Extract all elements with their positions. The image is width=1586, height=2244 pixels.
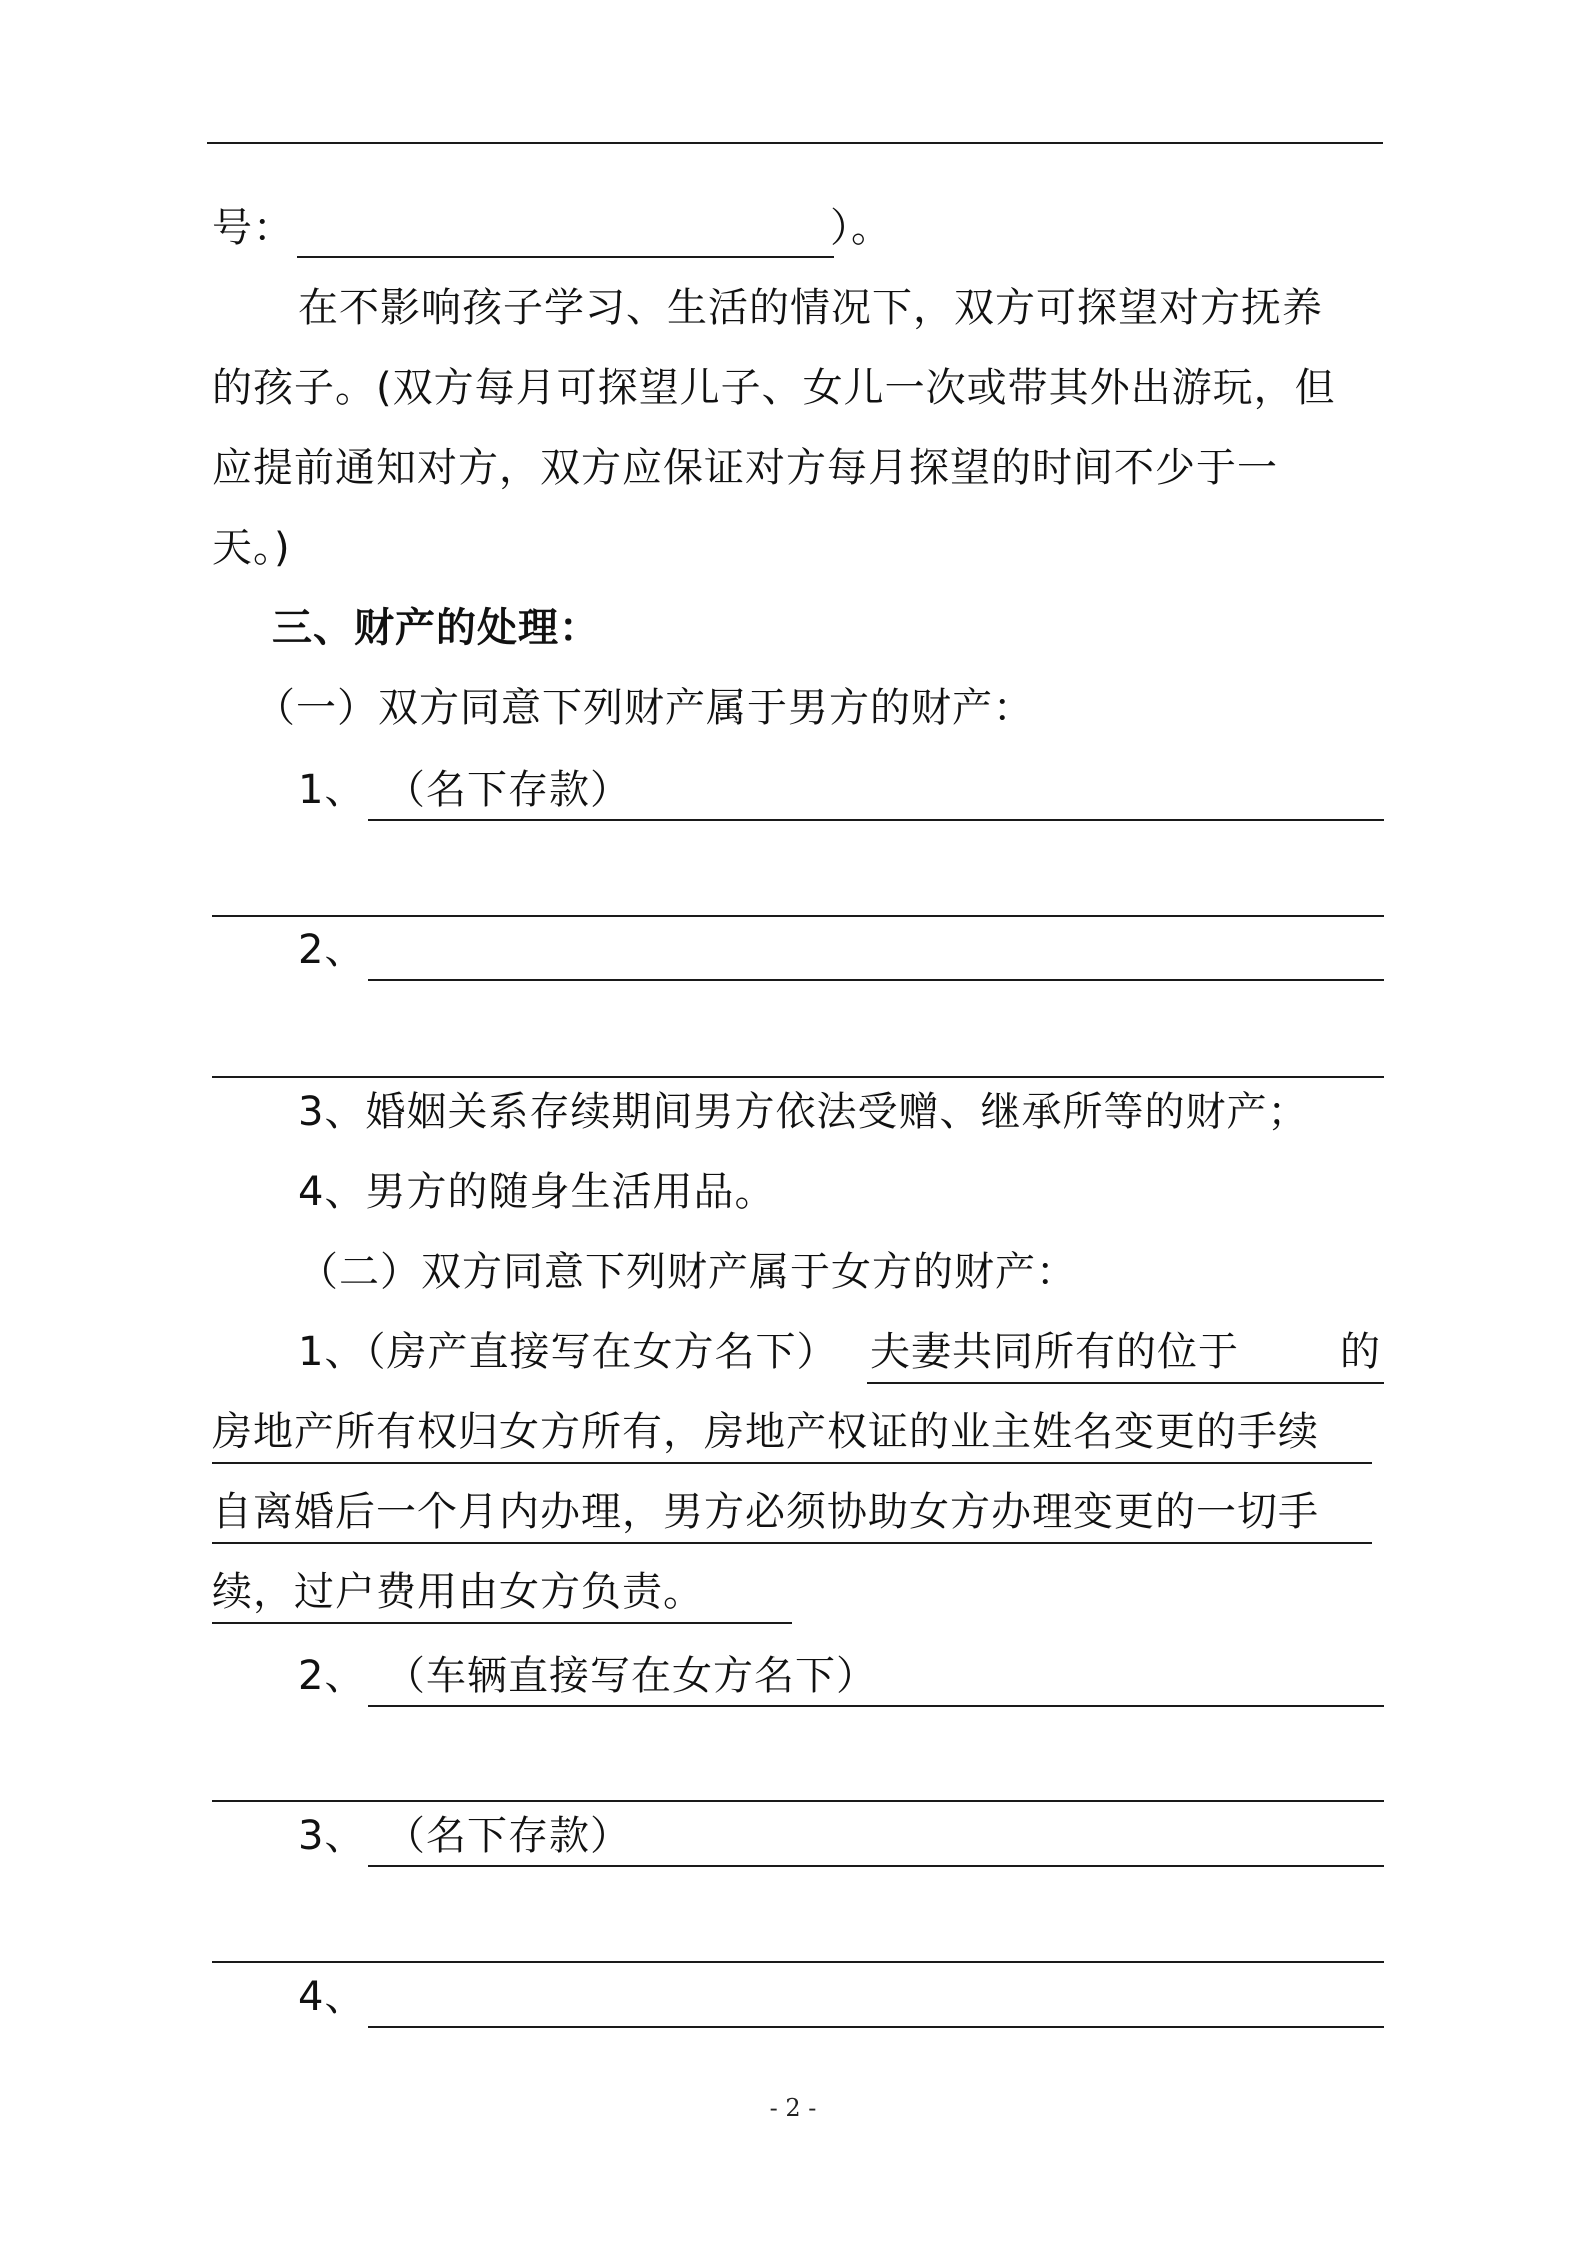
female-item-1-underline-2 — [212, 1462, 1372, 1464]
female-item-1-fill-start: 夫妻共同所有的位于 — [870, 1329, 1239, 1375]
visitation-para-line-1: 在不影响孩子学习、生活的情况下，双方可探望对方抚养 — [298, 285, 1323, 331]
female-item-3-blank — [368, 1865, 1384, 1867]
female-item-4-number: 4、 — [298, 1974, 366, 2020]
female-item-2-blank-2 — [212, 1800, 1384, 1802]
male-item-2-blank-2 — [212, 1076, 1384, 1078]
visitation-para-line-4: 天。) — [212, 525, 291, 571]
female-item-1-line-3: 自离婚后一个月内办理，男方必须协助女方办理变更的一切手 — [212, 1489, 1319, 1535]
female-item-2-number: 2、 — [298, 1653, 366, 1699]
visitation-para-line-3: 应提前通知对方，双方应保证对方每月探望的时间不少于一 — [212, 445, 1278, 491]
line-id-number-close: ）。 — [830, 205, 892, 251]
male-item-1-label: （名下存款） — [385, 767, 631, 813]
line-id-number-label: 号： — [212, 205, 294, 251]
female-item-3-label: （名下存款） — [385, 1813, 631, 1859]
subsection-heading-male-property: （一）双方同意下列财产属于男方的财产： — [255, 685, 1034, 731]
female-item-1-prefix: 1、（房产直接写在女方名下） — [298, 1329, 838, 1375]
header-rule — [207, 142, 1383, 144]
male-item-2-blank — [368, 979, 1384, 981]
female-item-4-blank — [368, 2026, 1384, 2028]
subsection-heading-female-property: （二）双方同意下列财产属于女方的财产： — [298, 1249, 1077, 1295]
female-item-1-fill-end: 的 — [1340, 1329, 1381, 1375]
id-number-blank — [297, 256, 834, 258]
male-item-1-number: 1、 — [298, 767, 366, 813]
male-item-1-blank-2 — [212, 915, 1384, 917]
male-item-4: 4、男方的随身生活用品。 — [298, 1169, 776, 1215]
female-item-1-underline-1 — [867, 1382, 1384, 1384]
female-item-1-underline-3 — [212, 1542, 1372, 1544]
section-heading-property: 三、财产的处理： — [272, 605, 600, 651]
female-item-3-blank-2 — [212, 1961, 1384, 1963]
male-item-3: 3、婚姻关系存续期间男方依法受赠、继承所等的财产； — [298, 1089, 1309, 1135]
female-item-1-line-4: 续，过户费用由女方负责。 — [212, 1569, 704, 1615]
male-item-1-blank — [368, 819, 1384, 821]
male-item-2-number: 2、 — [298, 927, 366, 973]
female-item-2-blank — [368, 1705, 1384, 1707]
female-item-3-number: 3、 — [298, 1813, 366, 1859]
page-number: - 2 - — [769, 2094, 817, 2122]
female-item-1-underline-4 — [212, 1622, 792, 1624]
visitation-para-line-2: 的孩子。(双方每月可探望儿子、女儿一次或带其外出游玩，但 — [212, 365, 1336, 411]
female-item-2-label: （车辆直接写在女方名下） — [385, 1653, 877, 1699]
female-item-1-line-2: 房地产所有权归女方所有，房地产权证的业主姓名变更的手续 — [212, 1409, 1319, 1455]
